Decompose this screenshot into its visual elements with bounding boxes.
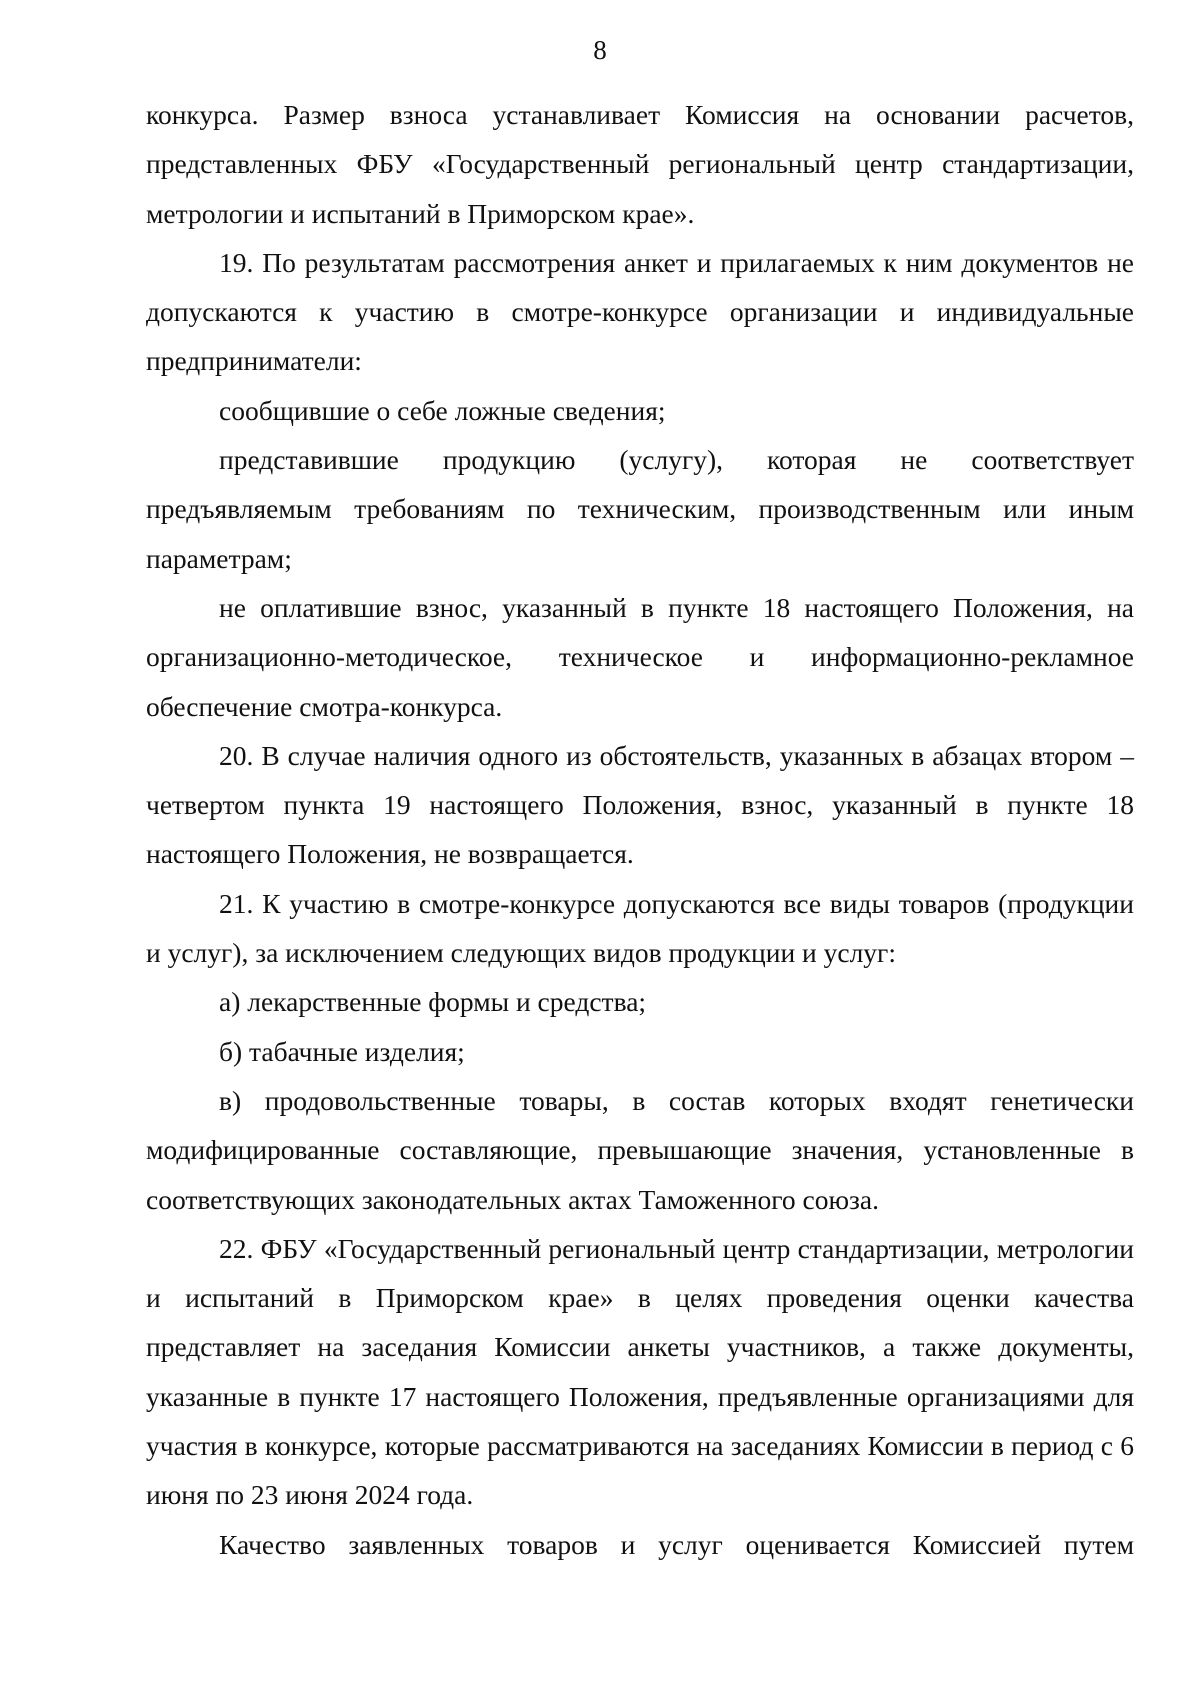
paragraph-clause-19: 19. По результатам рассмотрения анкет и прилагаемых к ним документов не допускаются к участию в смотре-конкурсе организации и индивидуальные предприниматели:: [146, 246, 1134, 377]
document-body: [146, 90, 1134, 1569]
paragraph-item-false-info: сообщившие о себе ложные сведения;: [219, 394, 666, 426]
paragraph-clause-22: 22. ФБУ «Государственный региональный центр стандартизации, метрологии и испытаний в Приморском крае» в целях проведения оценки качества представляет на заседания Комиссии анкеты участников, а также документы, указанные в пункте 17 настоящего Положения, предъявленные организациями для участия в конкурсе, которые рассматриваются на заседаниях Комиссии в период с 6 июня по 23 июня 2024 года.: [146, 1232, 1134, 1511]
paragraph-item-v: в) продовольственные товары, в состав которых входят генетически модифицированные составляющие, превышающие значения, установленные в соответствующих законодательных актах Таможенного союза.: [146, 1084, 1134, 1215]
paragraph-item-b: б) табачные изделия;: [219, 1035, 465, 1067]
paragraph-item-a: а) лекарственные формы и средства;: [219, 986, 647, 1018]
paragraph-quality-assessment: Качество заявленных товаров и услуг оценивается Комиссией путем: [219, 1528, 1134, 1560]
paragraph-item-nonconforming: представившие продукцию (услугу), которая не соответствует предъявляемым требованиям по техническим, производственным или иным параметрам;: [146, 444, 1134, 574]
paragraph-item-unpaid-fee: не оплатившие взнос, указанный в пункте 18 настоящего Положения, на организационно-методическое, техническое и информационно-рекламное обеспечение смотра-конкурса.: [146, 591, 1134, 722]
paragraph-continuation: конкурса. Размер взноса устанавливает Комиссия на основании расчетов, представленных ФБУ «Государственный региональный центр стандартизации, метрологии и испытаний в Приморском крае».: [146, 99, 1134, 229]
paragraph-clause-21: 21. К участию в смотре-конкурсе допускаются все виды товаров (продукции и услуг), за исключением следующих видов продукции и услуг:: [146, 887, 1134, 969]
paragraph-clause-20: 20. В случае наличия одного из обстоятельств, указанных в абзацах втором – четвертом пункта 19 настоящего Положения, взнос, указанный в пункте 18 настоящего Положения, не возвращается.: [146, 739, 1134, 870]
page-number: 8: [593, 35, 607, 65]
